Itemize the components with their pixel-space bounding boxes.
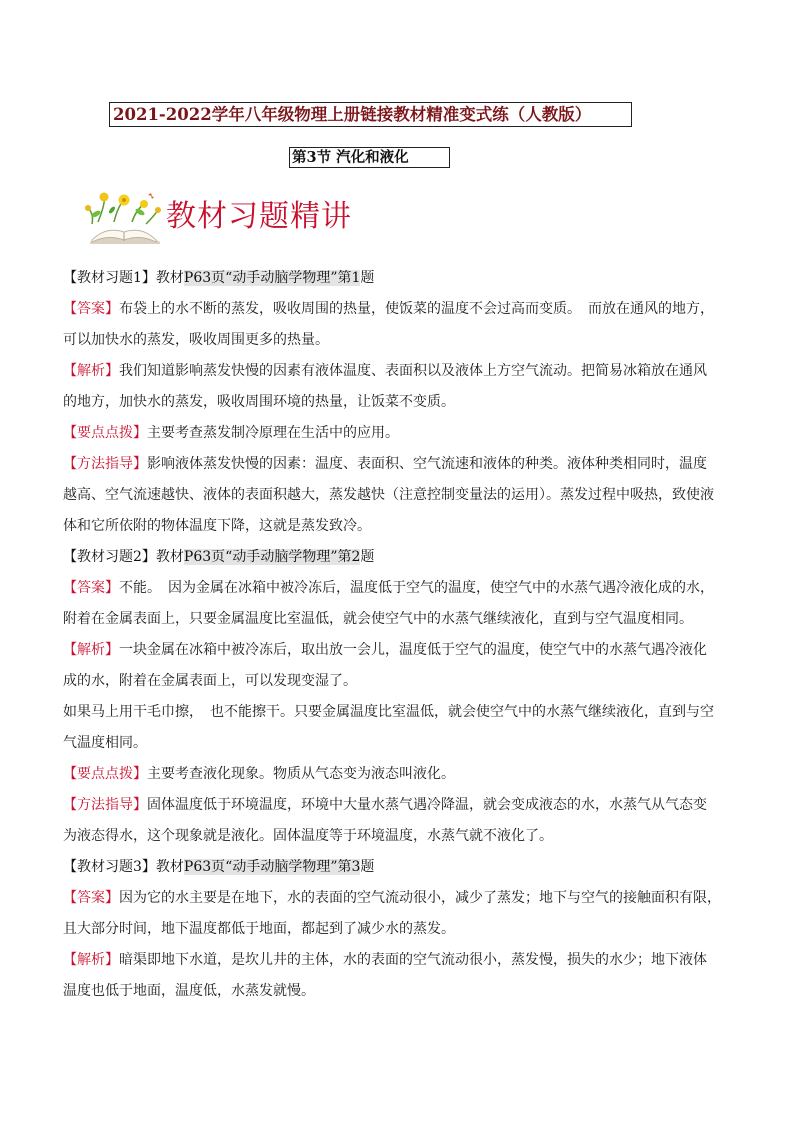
q2-analysis-cont: 气温度相同。 bbox=[63, 735, 147, 751]
q3-analysis: 【解析】暗渠即地下水道，是坎儿井的主体，水的表面的空气流动很小，蒸发慢，损失的水少；地下液体 bbox=[63, 952, 707, 968]
q2-key-point: 【要点点拨】主要考查液化现象。物质从气态变为液态叫液化。 bbox=[63, 766, 455, 782]
q1-answer-cont: 可以加快水的蒸发，吸收周围更多的热量。 bbox=[63, 332, 329, 348]
document-title: 2021-2022学年八年级物理上册链接教材精准变式练（人教版） bbox=[109, 102, 632, 127]
q3-answer-cont: 且大部分时间，地下温度都低于地面，都起到了减少水的蒸发。 bbox=[63, 921, 455, 937]
page-ref: P63 bbox=[183, 270, 212, 286]
q1-analysis-cont: 的地方，加快水的蒸发，吸收周围环境的热量，让饭菜不变质。 bbox=[63, 394, 455, 410]
q3-answer: 【答案】因为它的水主要是在地下，水的表面的空气流动很小，减少了蒸发；地下与空气的接触面积有限， bbox=[63, 890, 721, 906]
q2-analysis-cont: 如果马上用干毛巾擦， 也不能擦干。只要金属温度比室温低，就会使空气中的水蒸气继续液化，直到与空 bbox=[63, 704, 714, 720]
q3-analysis-cont: 温度也低于地面，温度低，水蒸发就慢。 bbox=[63, 983, 315, 999]
page-ref: P63 bbox=[183, 859, 212, 875]
q2-analysis-cont: 成的水，附着在金属表面上，可以发现变湿了。 bbox=[63, 673, 357, 689]
question-3-heading: 【教材习题3】教材P63页“动手动脑学物理”第3题 bbox=[63, 859, 375, 875]
q1-key-point: 【要点点拨】主要考查蒸发制冷原理在生活中的应用。 bbox=[63, 425, 399, 441]
section-title: 第3节 汽化和液化 bbox=[289, 147, 450, 168]
book-flowers-icon bbox=[84, 192, 164, 244]
q1-method-cont: 体和它所依附的物体温度下降，这就是蒸发致冷。 bbox=[63, 518, 371, 534]
exercise-content bbox=[63, 263, 738, 1007]
q2-answer-cont: 附着在金属表面上，只要金属温度比室温低，就会使空气中的水蒸气继续液化，直到与空气温度相同。 bbox=[63, 611, 693, 627]
q1-method-cont: 越高、空气流速越快、液体的表面积越大，蒸发越快（注意控制变量法的运用）。蒸发过程中吸热，致使液 bbox=[63, 487, 714, 503]
q2-analysis: 【解析】一块金属在冰箱中被冷冻后，取出放一会儿，温度低于空气的温度，使空气中的水蒸气遇冷液化 bbox=[63, 642, 707, 658]
question-2-heading: 【教材习题2】教材P63页“动手动脑学物理”第2题 bbox=[63, 549, 375, 565]
q2-answer: 【答案】不能。 因为金属在冰箱中被冷冻后，温度低于空气的温度，使空气中的水蒸气遇冷液化成的水， bbox=[63, 580, 714, 596]
q1-answer: 【答案】布袋上的水不断的蒸发，吸收周围的热量，使饭菜的温度不会过高而变质。 而放在通风的地方， bbox=[63, 301, 714, 317]
q2-method: 【方法指导】固体温度低于环境温度，环境中大量水蒸气遇冷降温，就会变成液态的水，水蒸气从气态变 bbox=[63, 797, 707, 813]
q1-analysis: 【解析】我们知道影响蒸发快慢的因素有液体温度、表面积以及液体上方空气流动。把简易冰箱放在通风 bbox=[63, 363, 707, 379]
question-1-heading: 【教材习题1】教材P63页“动手动脑学物理”第1题 bbox=[63, 270, 375, 286]
banner-title: 教材习题精讲 bbox=[166, 199, 352, 234]
page-ref: P63 bbox=[183, 549, 212, 565]
q1-method: 【方法指导】影响液体蒸发快慢的因素：温度、表面积、空气流速和液体的种类。液体种类相同时，温度 bbox=[63, 456, 707, 472]
q2-method-cont: 为液态得水，这个现象就是液化。固体温度等于环境温度，水蒸气就不液化了。 bbox=[63, 828, 553, 844]
